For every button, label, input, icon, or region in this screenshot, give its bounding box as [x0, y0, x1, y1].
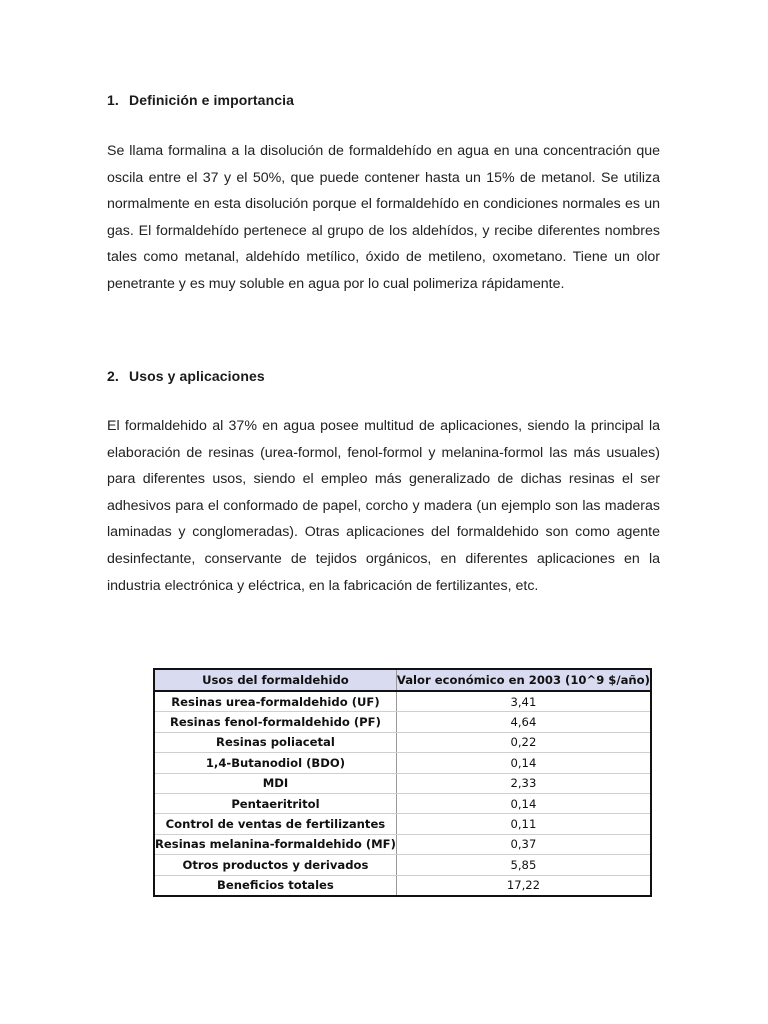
section-number: 2.: [107, 368, 119, 384]
table-cell-value: 0,37: [396, 834, 651, 854]
table-row: [154, 691, 651, 712]
table-row: [154, 875, 651, 896]
section-title: Usos y aplicaciones: [129, 368, 265, 384]
table-cell-use: Otros productos y derivados: [154, 855, 396, 875]
section-heading-usos: [107, 368, 265, 384]
table-row: [154, 793, 651, 813]
table-cell-use: Resinas melanina-formaldehido (MF): [154, 834, 396, 854]
table-row: [154, 855, 651, 875]
uses-table: [153, 668, 652, 897]
table-cell-value: 2,33: [396, 773, 651, 793]
section-paragraph-usos: El formaldehido al 37% en agua posee multitud de aplicaciones, siendo la principal la elaboración de resinas (urea-formol, fenol-formol y melanina-formol las más usuales) para diferentes usos, siendo el empleo más generalizado de dichas resinas el ser adhesivos para el conformado de papel, corcho y madera (un ejemplo son las maderas laminadas y conglomeradas). Otras aplicaciones del formaldehido son como agente desinfectante, conservante de tejidos orgánicos, en diferentes aplicaciones en la industria electrónica y eléctrica, en la fabricación de fertilizantes, etc.: [107, 418, 660, 594]
section-paragraph-definicion: Se llama formalina a la disolución de formaldehído en agua en una concentración que oscila entre el 37 y el 50%, que puede contener hasta un 15% de metanol. Se utiliza normalmente en esta disolución porque el formaldehído en condiciones normales es un gas. El formaldehído pertenece al grupo de los aldehídos, y recibe diferentes nombres tales como metanal, aldehído metílico, óxido de metileno, oxometano. Tiene un olor penetrante y es muy soluble en agua por lo cual polimeriza rápidamente.: [107, 143, 660, 292]
table-cell-value: 5,85: [396, 855, 651, 875]
table-row: [154, 712, 651, 732]
section-number: 1.: [107, 92, 119, 108]
table-header-row: [154, 669, 651, 691]
table-cell-use: 1,4-Butanodiol (BDO): [154, 753, 396, 773]
table-row: [154, 753, 651, 773]
table-row: [154, 814, 651, 834]
column-header-value: Valor económico en 2003 (10^9 $/año): [396, 669, 651, 691]
table-cell-use: Resinas urea-formaldehido (UF): [154, 691, 396, 712]
table-row: [154, 732, 651, 752]
uses-table-container: [153, 668, 652, 897]
column-header-uses: Usos del formaldehido: [154, 669, 396, 691]
table-cell-value: 3,41: [396, 691, 651, 712]
table-row: [154, 834, 651, 854]
table-cell-use: Pentaeritritol: [154, 793, 396, 813]
table-cell-value: 0,22: [396, 732, 651, 752]
section-title: Definición e importancia: [129, 92, 294, 108]
table-cell-use: Resinas poliacetal: [154, 732, 396, 752]
table-cell-value: 0,14: [396, 793, 651, 813]
table-cell-use: Resinas fenol-formaldehido (PF): [154, 712, 396, 732]
section-heading-definicion: [107, 92, 294, 108]
table-cell-use: Control de ventas de fertilizantes: [154, 814, 396, 834]
table-cell-use: Beneficios totales: [154, 875, 396, 896]
table-cell-use: MDI: [154, 773, 396, 793]
table-cell-value: 0,11: [396, 814, 651, 834]
table-cell-value: 0,14: [396, 753, 651, 773]
table-row: [154, 773, 651, 793]
table-body: [154, 691, 651, 896]
table-cell-value: 17,22: [396, 875, 651, 896]
table-cell-value: 4,64: [396, 712, 651, 732]
